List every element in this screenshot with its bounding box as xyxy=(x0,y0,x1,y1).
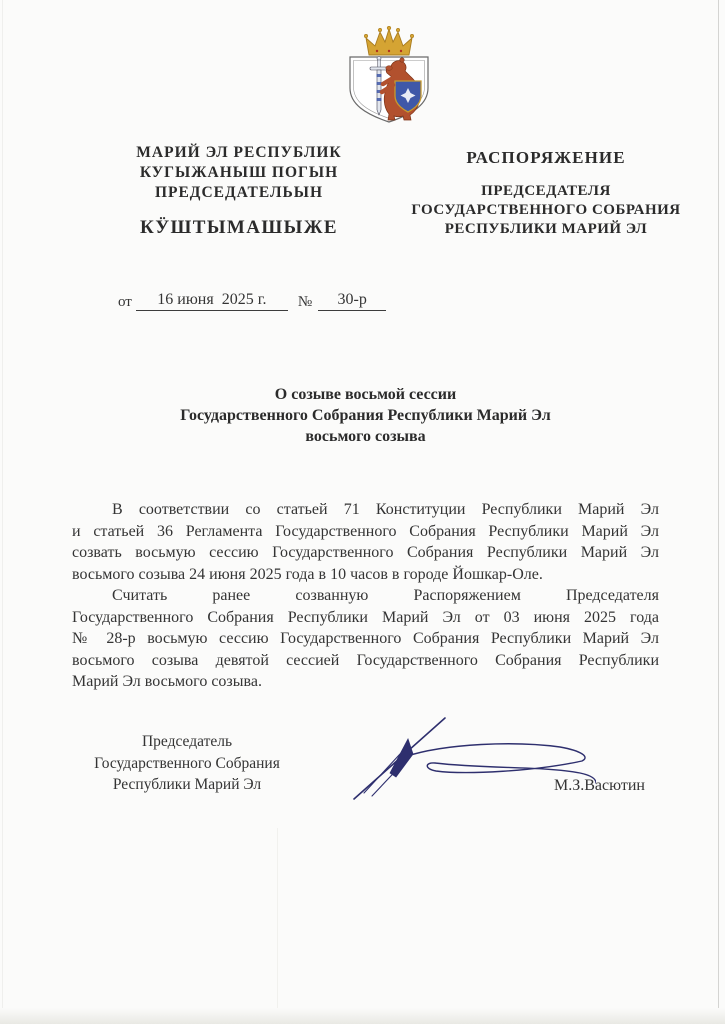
signatory-post xyxy=(78,731,296,796)
letterhead-ru-line: РЕСПУБЛИКИ МАРИЙ ЭЛ xyxy=(444,221,648,237)
body-line: восьмого созыва девятой сессией Государственного Собрания Республики xyxy=(72,651,659,669)
document-title-line: восьмого созыва xyxy=(305,428,426,445)
body-line: и статьей 36 Регламента Государственного Собрания Республики Марий Эл xyxy=(72,522,659,540)
signatory-name: М.З.Васютин xyxy=(554,777,645,794)
body-line: Считать ранее созванную Распоряжением Председателя xyxy=(112,587,659,604)
body-line: Государственного Собрания Республики Марий Эл от 03 июня 2025 года xyxy=(72,608,659,626)
date-prefix-label: от xyxy=(118,294,132,310)
body-line: Марий Эл восьмого созыва. xyxy=(72,673,262,690)
letterhead-mari-line: КУГЫЖАНЫШ ПОГЫН xyxy=(139,164,339,181)
letterhead-mari xyxy=(88,143,390,239)
number-sign-label: № xyxy=(297,294,313,310)
letterhead-mari-line: ПРЕДСЕДАТЕЛЬЫН xyxy=(154,184,324,201)
date-value: 16 июня 2025 г. xyxy=(136,291,288,311)
doc-type-label: РАСПОРЯЖЕНИЕ xyxy=(466,148,626,167)
signatory-post-line: Республики Марий Эл xyxy=(112,776,262,793)
paper-fold-crease xyxy=(277,828,278,1016)
signatory-post-line: Председатель xyxy=(141,733,233,750)
letterhead-russian xyxy=(392,148,700,239)
document-number-value: 30-р xyxy=(318,291,386,311)
date-number-line xyxy=(118,291,386,311)
signatory-post-line: Государственного Собрания xyxy=(94,754,280,772)
body-line: восьмого созыва 24 июня 2025 года в 10 часов в городе Йошкар-Оле. xyxy=(72,565,543,583)
letterhead-ru-line: ПРЕДСЕДАТЕЛЯ xyxy=(481,183,611,199)
mari-el-coat-of-arms-icon xyxy=(347,26,431,124)
body-line: созвать восьмую сессию Государственного Собрания Республики Марий Эл xyxy=(72,544,659,561)
scan-edge-left xyxy=(2,0,3,1024)
scan-edge-right xyxy=(718,0,719,1024)
letterhead-mari-doc-type: КӰШТЫМАШЫЖЕ xyxy=(140,217,338,238)
document-body xyxy=(72,499,659,693)
document-title-line: Государственного Собрания Республики Марий Эл xyxy=(180,407,551,424)
letterhead-ru-line: ГОСУДАРСТВЕННОГО СОБРАНИЯ xyxy=(411,202,681,218)
body-line: В соответствии со статьей 71 Конституции Республики Марий Эл xyxy=(112,501,659,518)
document-title-line: О созыве восьмой сессии xyxy=(274,386,457,403)
scan-edge-bottom xyxy=(0,1008,725,1024)
document-title xyxy=(72,384,659,447)
letterhead-mari-line: МАРИЙ ЭЛ РЕСПУБЛИК xyxy=(136,144,342,161)
body-line: № 28-р восьмую сессию Государственного Собрания Республики Марий Эл xyxy=(72,630,659,647)
